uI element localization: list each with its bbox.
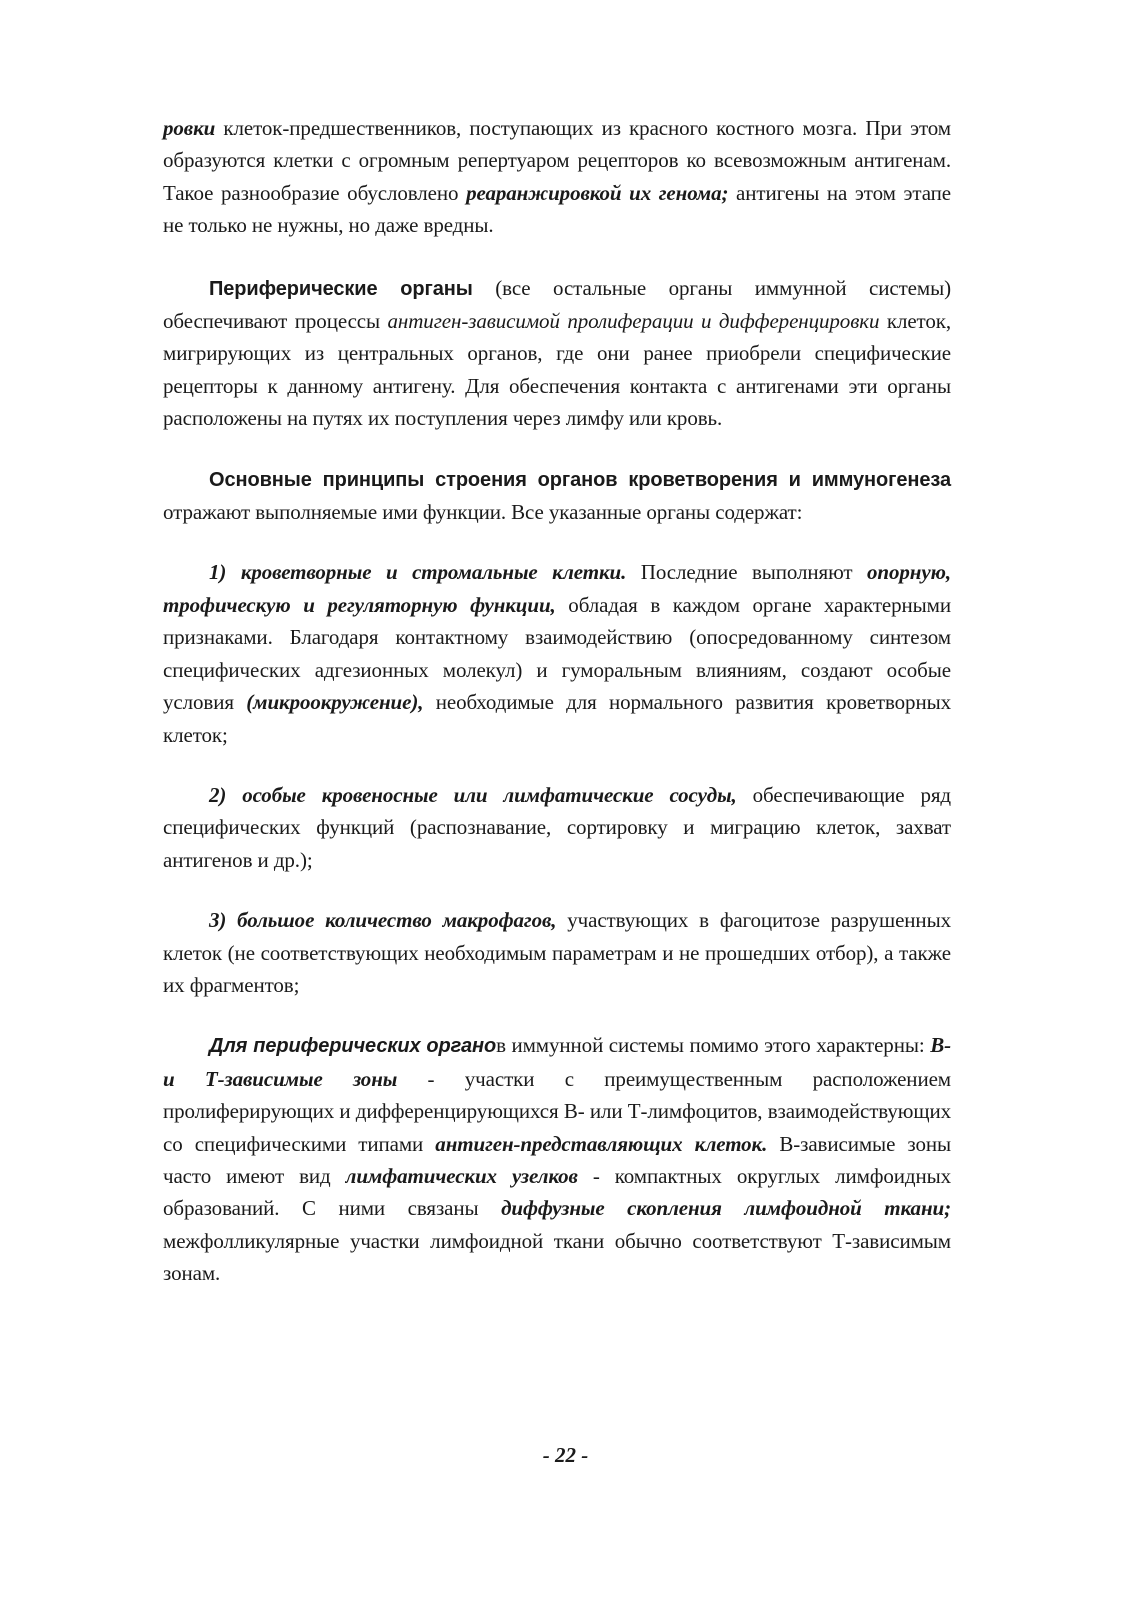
- italic-term: лимфатических узелков: [345, 1163, 578, 1188]
- paragraph-principles: [163, 463, 951, 529]
- text-fragment: участвующих в фагоцитозе разрушенных клеток (не соответствующих необходимым параметрам и не прошедших отбор), а также их фрагментов;: [163, 908, 951, 997]
- text-fragment: Последние выполняют: [626, 560, 868, 585]
- list-item-term: 2) особые кровеносные или лимфатические сосуды,: [209, 782, 737, 807]
- list-item-2: [163, 779, 951, 876]
- heading-term: Для периферических органо: [209, 1035, 497, 1058]
- list-item-1: [163, 556, 951, 750]
- list-item-term: 3) большое количество макрофагов,: [209, 908, 557, 933]
- italic-term: антиген-представляющих клеток.: [435, 1131, 768, 1156]
- text-fragment: В-зависимые зоны часто имеют вид: [163, 1131, 951, 1188]
- text-fragment: в иммунной системы помимо этого характерны:: [496, 1033, 931, 1058]
- text-fragment: клеток, мигрирующих из центральных органов, где они ранее приобрели специфические рецепторы к данному антигену. Для обеспечения контакта с антигенами эти органы расположены на путях их поступления через лимфу или кровь.: [163, 309, 951, 431]
- paragraph-peripheral-zones: [163, 1029, 951, 1289]
- list-item-3: [163, 904, 951, 1001]
- heading-term: Основные принципы строения органов кроветворения и иммуногенеза: [209, 468, 951, 491]
- text-fragment: отражают выполняемые ими функции. Все указанные органы содержат:: [163, 500, 803, 525]
- text-fragment: - компактных округлых лимфоидных образований. С ними связаны: [163, 1163, 951, 1221]
- page-number: - 22 -: [542, 1443, 589, 1467]
- italic-term: диффузные скопления лимфоидной ткани;: [501, 1196, 951, 1221]
- italic-term: В- и Т-зависимые зоны: [163, 1033, 951, 1091]
- text-fragment: антигены на этом этапе не только не нужны, но даже вредны.: [163, 180, 952, 238]
- text-fragment: обладая в каждом органе характерными признаками. Благодаря контактному взаимодействию (опосредованному синтезом специфических адгезионных молекул) и гуморальным влияниям, создают особые условия: [163, 592, 951, 715]
- text-fragment: - участки с преимущественным расположением пролиферирующих и дифференцирующихся В- или Т-лимфоцитов, взаимодействующих со специфическими типами: [163, 1066, 951, 1156]
- text-fragment: межфолликулярные участки лимфоидной ткани обычно соответствуют Т-зависимым зонам.: [163, 1228, 951, 1286]
- italic-term: опорную, трофическую и регуляторную функции,: [163, 560, 951, 617]
- italic-term: антиген-зависимой пролиферации и дифференцировки: [387, 309, 880, 334]
- text-fragment: необходимые для нормального развития кроветворных клеток;: [163, 690, 951, 747]
- italic-fragment: ровки: [163, 116, 216, 140]
- paragraph-peripheral-organs: [163, 272, 951, 435]
- text-fragment: обеспечивающие ряд специфических функций (распознавание, сортировку и миграцию клеток, захват антигенов и др.);: [163, 782, 951, 872]
- italic-term: реаранжировкой их генома;: [466, 180, 729, 205]
- text-fragment: (все остальные органы иммунной системы) обеспечивают процессы: [163, 275, 951, 334]
- italic-term: (микроокружение),: [246, 690, 424, 715]
- text-fragment: клеток-предшественников, поступающих из красного костного мозга. При этом образуются клетки с огромным репертуаром рецепторов ко всевозможным антигенам. Такое разнообразие обусловлено: [163, 116, 951, 205]
- list-item-term: 1) кроветворные и стромальные клетки.: [209, 560, 627, 585]
- paragraph-1: [163, 112, 951, 242]
- heading-term: Периферические органы: [209, 277, 473, 300]
